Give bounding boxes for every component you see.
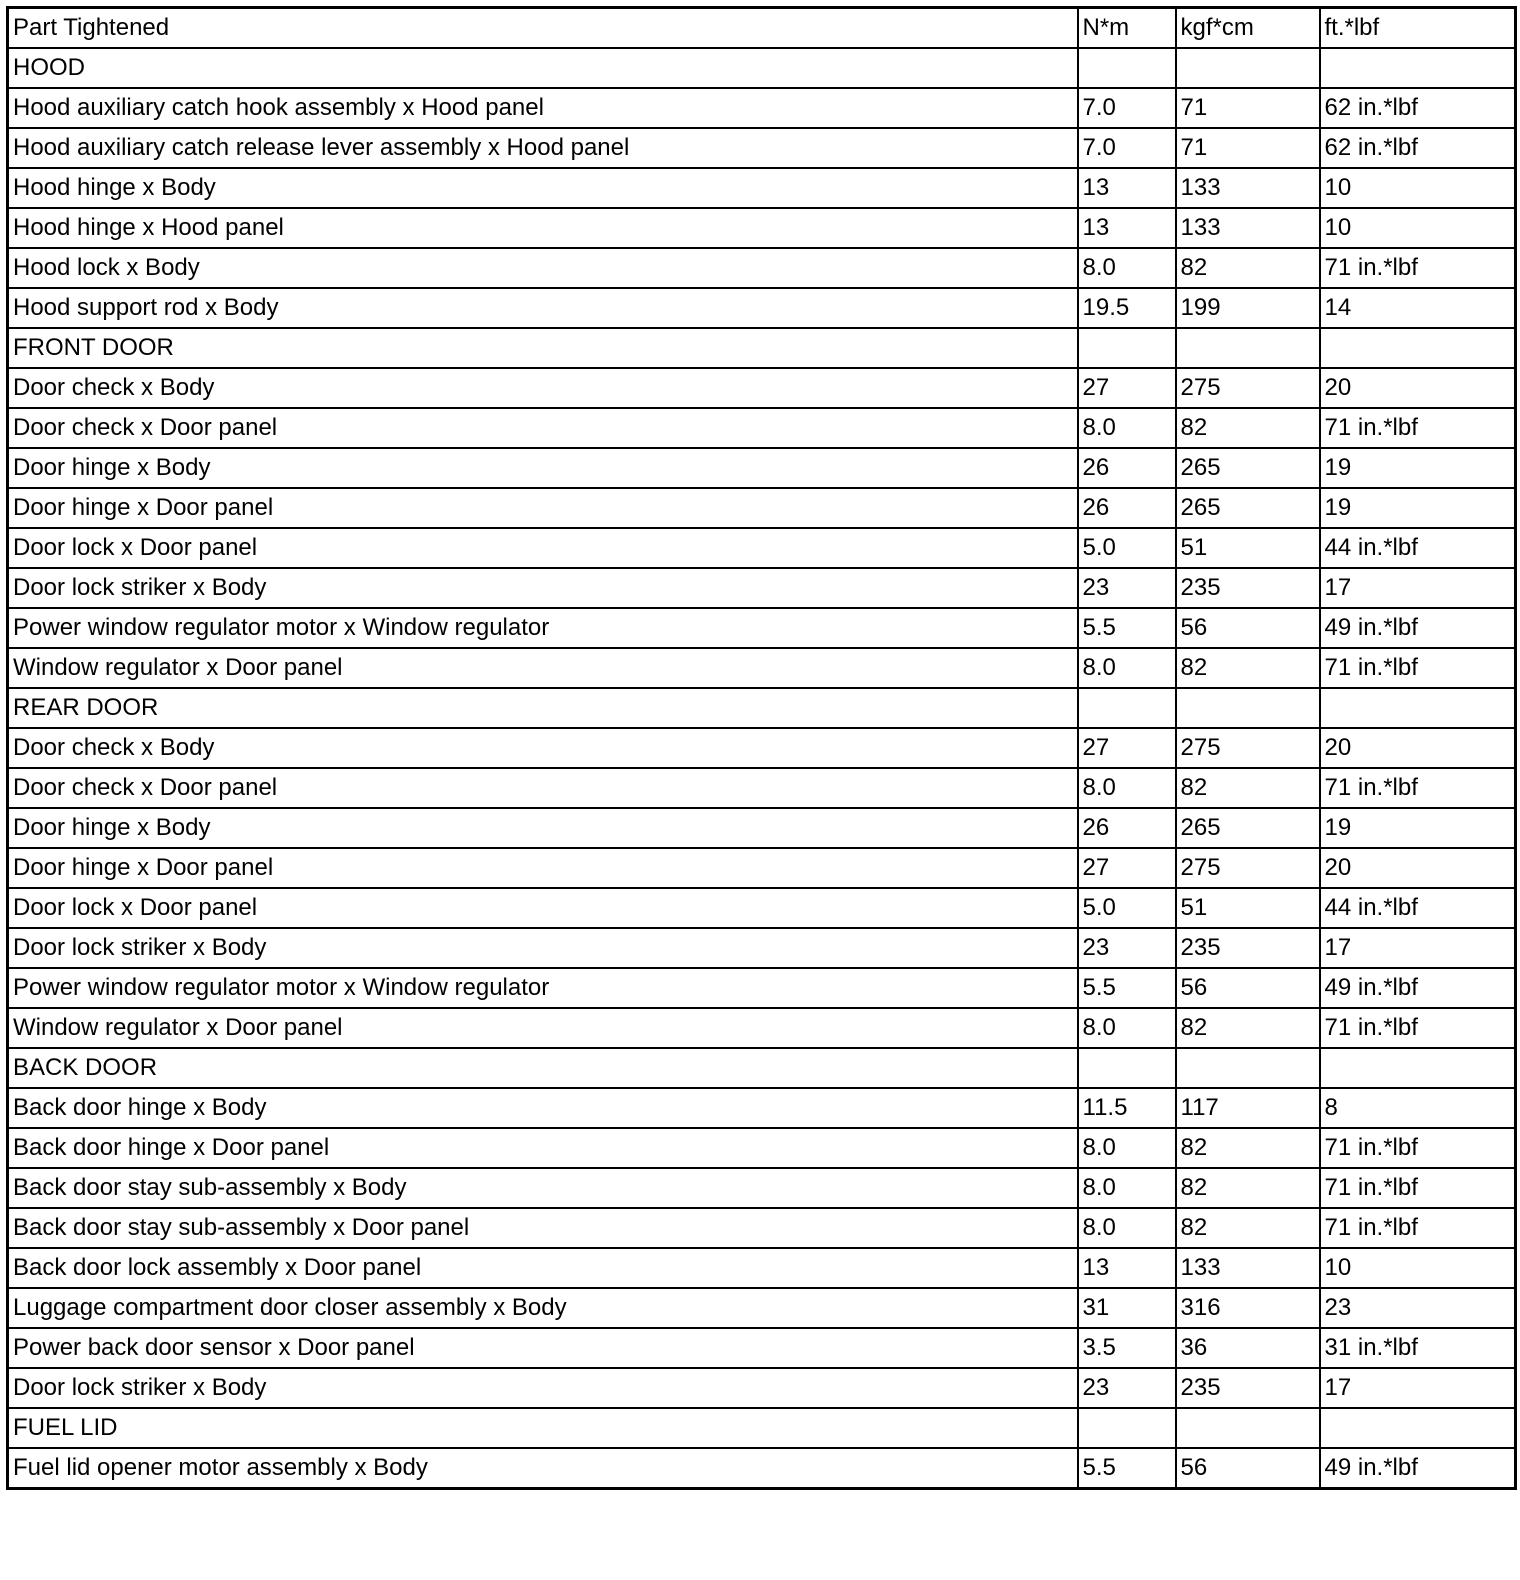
cell-ft-lbf: 71 in.*lbf [1320, 1208, 1516, 1248]
cell-part-tightened: Back door hinge x Door panel [8, 1128, 1078, 1168]
cell-ft-lbf: 62 in.*lbf [1320, 128, 1516, 168]
cell-part-tightened: FUEL LID [8, 1408, 1078, 1448]
cell-part-tightened: Door lock striker x Body [8, 568, 1078, 608]
cell-part-tightened: Back door lock assembly x Door panel [8, 1248, 1078, 1288]
cell-nm [1078, 48, 1176, 88]
cell-part-tightened: HOOD [8, 48, 1078, 88]
cell-ft-lbf [1320, 1408, 1516, 1448]
cell-ft-lbf: 44 in.*lbf [1320, 528, 1516, 568]
section-header-row [8, 328, 1516, 368]
table-row [8, 368, 1516, 408]
table-row [8, 1128, 1516, 1168]
cell-kgf-cm: 235 [1176, 928, 1320, 968]
cell-nm: 26 [1078, 808, 1176, 848]
cell-ft-lbf: 10 [1320, 168, 1516, 208]
cell-ft-lbf [1320, 328, 1516, 368]
cell-part-tightened: Door check x Body [8, 728, 1078, 768]
cell-ft-lbf: 49 in.*lbf [1320, 968, 1516, 1008]
table-row [8, 1008, 1516, 1048]
cell-kgf-cm: 82 [1176, 1008, 1320, 1048]
cell-part-tightened: Door lock striker x Body [8, 928, 1078, 968]
cell-ft-lbf: 20 [1320, 728, 1516, 768]
cell-nm: 5.5 [1078, 968, 1176, 1008]
header-kgf-cm: kgf*cm [1176, 8, 1320, 49]
cell-nm: 27 [1078, 848, 1176, 888]
table-row [8, 1088, 1516, 1128]
cell-part-tightened: Door check x Door panel [8, 768, 1078, 808]
cell-ft-lbf: 19 [1320, 808, 1516, 848]
cell-nm: 19.5 [1078, 288, 1176, 328]
table-row [8, 1208, 1516, 1248]
cell-ft-lbf: 71 in.*lbf [1320, 1008, 1516, 1048]
section-header-row [8, 48, 1516, 88]
cell-ft-lbf: 14 [1320, 288, 1516, 328]
cell-kgf-cm: 51 [1176, 888, 1320, 928]
cell-nm: 8.0 [1078, 408, 1176, 448]
cell-ft-lbf: 49 in.*lbf [1320, 1448, 1516, 1489]
cell-part-tightened: Power window regulator motor x Window regulator [8, 608, 1078, 648]
table-row [8, 928, 1516, 968]
cell-kgf-cm: 133 [1176, 168, 1320, 208]
table-row [8, 1448, 1516, 1489]
cell-kgf-cm: 71 [1176, 128, 1320, 168]
section-header-row [8, 1048, 1516, 1088]
cell-nm: 8.0 [1078, 1128, 1176, 1168]
cell-kgf-cm: 117 [1176, 1088, 1320, 1128]
cell-kgf-cm: 316 [1176, 1288, 1320, 1328]
cell-nm: 27 [1078, 728, 1176, 768]
cell-nm: 3.5 [1078, 1328, 1176, 1368]
header-ft-lbf: ft.*lbf [1320, 8, 1516, 49]
cell-part-tightened: REAR DOOR [8, 688, 1078, 728]
cell-nm: 8.0 [1078, 768, 1176, 808]
cell-kgf-cm: 275 [1176, 368, 1320, 408]
cell-part-tightened: Back door stay sub-assembly x Body [8, 1168, 1078, 1208]
cell-kgf-cm: 265 [1176, 448, 1320, 488]
cell-kgf-cm: 82 [1176, 1128, 1320, 1168]
cell-part-tightened: Window regulator x Door panel [8, 648, 1078, 688]
cell-kgf-cm [1176, 328, 1320, 368]
cell-kgf-cm: 82 [1176, 768, 1320, 808]
table-row [8, 288, 1516, 328]
cell-ft-lbf: 19 [1320, 488, 1516, 528]
cell-kgf-cm [1176, 688, 1320, 728]
cell-nm: 31 [1078, 1288, 1176, 1328]
torque-spec-table [6, 6, 1517, 1490]
table-header-row [8, 8, 1516, 49]
cell-ft-lbf: 10 [1320, 1248, 1516, 1288]
section-header-row [8, 688, 1516, 728]
cell-nm: 23 [1078, 1368, 1176, 1408]
cell-kgf-cm: 275 [1176, 728, 1320, 768]
table-row [8, 168, 1516, 208]
table-row [8, 128, 1516, 168]
table-row [8, 728, 1516, 768]
cell-part-tightened: Back door hinge x Body [8, 1088, 1078, 1128]
table-row [8, 248, 1516, 288]
table-row [8, 768, 1516, 808]
cell-part-tightened: BACK DOOR [8, 1048, 1078, 1088]
cell-kgf-cm: 82 [1176, 408, 1320, 448]
cell-kgf-cm: 82 [1176, 248, 1320, 288]
cell-part-tightened: Power back door sensor x Door panel [8, 1328, 1078, 1368]
table-row [8, 448, 1516, 488]
cell-kgf-cm: 133 [1176, 1248, 1320, 1288]
cell-kgf-cm: 133 [1176, 208, 1320, 248]
cell-part-tightened: Hood auxiliary catch release lever assembly x Hood panel [8, 128, 1078, 168]
table-body [8, 48, 1516, 1489]
cell-nm: 8.0 [1078, 1208, 1176, 1248]
table-row [8, 608, 1516, 648]
cell-ft-lbf: 71 in.*lbf [1320, 248, 1516, 288]
cell-nm: 13 [1078, 208, 1176, 248]
cell-part-tightened: Door hinge x Door panel [8, 848, 1078, 888]
cell-ft-lbf: 71 in.*lbf [1320, 408, 1516, 448]
cell-nm: 8.0 [1078, 1008, 1176, 1048]
cell-ft-lbf: 62 in.*lbf [1320, 88, 1516, 128]
cell-nm: 5.5 [1078, 1448, 1176, 1489]
cell-nm: 26 [1078, 488, 1176, 528]
table-row [8, 408, 1516, 448]
cell-part-tightened: Hood auxiliary catch hook assembly x Hood panel [8, 88, 1078, 128]
cell-ft-lbf: 23 [1320, 1288, 1516, 1328]
table-row [8, 648, 1516, 688]
table-row [8, 808, 1516, 848]
cell-kgf-cm: 51 [1176, 528, 1320, 568]
cell-kgf-cm: 82 [1176, 648, 1320, 688]
cell-ft-lbf: 71 in.*lbf [1320, 768, 1516, 808]
cell-ft-lbf: 17 [1320, 568, 1516, 608]
table-row [8, 968, 1516, 1008]
cell-kgf-cm: 199 [1176, 288, 1320, 328]
cell-ft-lbf [1320, 1048, 1516, 1088]
cell-kgf-cm: 82 [1176, 1168, 1320, 1208]
table-row [8, 1328, 1516, 1368]
cell-part-tightened: Door lock striker x Body [8, 1368, 1078, 1408]
table-row [8, 208, 1516, 248]
cell-kgf-cm: 265 [1176, 808, 1320, 848]
cell-nm [1078, 328, 1176, 368]
table-row [8, 88, 1516, 128]
cell-nm: 23 [1078, 928, 1176, 968]
table-row [8, 1288, 1516, 1328]
cell-kgf-cm: 56 [1176, 968, 1320, 1008]
cell-part-tightened: Hood lock x Body [8, 248, 1078, 288]
cell-part-tightened: Window regulator x Door panel [8, 1008, 1078, 1048]
cell-kgf-cm: 56 [1176, 1448, 1320, 1489]
cell-nm: 27 [1078, 368, 1176, 408]
table-row [8, 568, 1516, 608]
cell-ft-lbf [1320, 48, 1516, 88]
cell-part-tightened: Power window regulator motor x Window regulator [8, 968, 1078, 1008]
cell-ft-lbf: 71 in.*lbf [1320, 648, 1516, 688]
cell-nm [1078, 688, 1176, 728]
cell-nm: 5.0 [1078, 528, 1176, 568]
cell-kgf-cm: 275 [1176, 848, 1320, 888]
cell-part-tightened: Door hinge x Body [8, 808, 1078, 848]
cell-kgf-cm [1176, 1408, 1320, 1448]
cell-ft-lbf: 71 in.*lbf [1320, 1168, 1516, 1208]
cell-ft-lbf: 17 [1320, 928, 1516, 968]
section-header-row [8, 1408, 1516, 1448]
cell-part-tightened: Door lock x Door panel [8, 888, 1078, 928]
cell-kgf-cm: 235 [1176, 1368, 1320, 1408]
cell-part-tightened: Door check x Body [8, 368, 1078, 408]
table-row [8, 1168, 1516, 1208]
cell-nm: 8.0 [1078, 248, 1176, 288]
cell-nm: 13 [1078, 1248, 1176, 1288]
cell-ft-lbf: 71 in.*lbf [1320, 1128, 1516, 1168]
cell-nm: 8.0 [1078, 1168, 1176, 1208]
cell-kgf-cm: 235 [1176, 568, 1320, 608]
cell-part-tightened: Door hinge x Body [8, 448, 1078, 488]
cell-nm: 5.0 [1078, 888, 1176, 928]
cell-part-tightened: Door check x Door panel [8, 408, 1078, 448]
cell-kgf-cm: 82 [1176, 1208, 1320, 1248]
table-row [8, 1248, 1516, 1288]
table-row [8, 1368, 1516, 1408]
cell-nm: 26 [1078, 448, 1176, 488]
header-part-tightened: Part Tightened [8, 8, 1078, 49]
cell-part-tightened: Back door stay sub-assembly x Door panel [8, 1208, 1078, 1248]
table-row [8, 888, 1516, 928]
cell-ft-lbf: 17 [1320, 1368, 1516, 1408]
cell-ft-lbf: 19 [1320, 448, 1516, 488]
cell-ft-lbf: 8 [1320, 1088, 1516, 1128]
cell-nm: 13 [1078, 168, 1176, 208]
cell-ft-lbf: 20 [1320, 848, 1516, 888]
cell-nm [1078, 1408, 1176, 1448]
cell-part-tightened: Luggage compartment door closer assembly x Body [8, 1288, 1078, 1328]
cell-kgf-cm [1176, 1048, 1320, 1088]
table-row [8, 848, 1516, 888]
cell-part-tightened: Hood hinge x Hood panel [8, 208, 1078, 248]
cell-ft-lbf: 31 in.*lbf [1320, 1328, 1516, 1368]
cell-nm [1078, 1048, 1176, 1088]
cell-nm: 7.0 [1078, 128, 1176, 168]
cell-kgf-cm: 265 [1176, 488, 1320, 528]
cell-ft-lbf: 44 in.*lbf [1320, 888, 1516, 928]
cell-ft-lbf: 10 [1320, 208, 1516, 248]
cell-kgf-cm [1176, 48, 1320, 88]
cell-ft-lbf: 20 [1320, 368, 1516, 408]
cell-kgf-cm: 71 [1176, 88, 1320, 128]
cell-part-tightened: Hood support rod x Body [8, 288, 1078, 328]
cell-part-tightened: Door hinge x Door panel [8, 488, 1078, 528]
table-row [8, 488, 1516, 528]
cell-part-tightened: Hood hinge x Body [8, 168, 1078, 208]
cell-kgf-cm: 56 [1176, 608, 1320, 648]
cell-ft-lbf [1320, 688, 1516, 728]
cell-nm: 23 [1078, 568, 1176, 608]
cell-nm: 8.0 [1078, 648, 1176, 688]
cell-ft-lbf: 49 in.*lbf [1320, 608, 1516, 648]
cell-nm: 5.5 [1078, 608, 1176, 648]
table-row [8, 528, 1516, 568]
cell-part-tightened: FRONT DOOR [8, 328, 1078, 368]
cell-kgf-cm: 36 [1176, 1328, 1320, 1368]
cell-part-tightened: Door lock x Door panel [8, 528, 1078, 568]
header-nm: N*m [1078, 8, 1176, 49]
cell-nm: 7.0 [1078, 88, 1176, 128]
cell-part-tightened: Fuel lid opener motor assembly x Body [8, 1448, 1078, 1489]
cell-nm: 11.5 [1078, 1088, 1176, 1128]
